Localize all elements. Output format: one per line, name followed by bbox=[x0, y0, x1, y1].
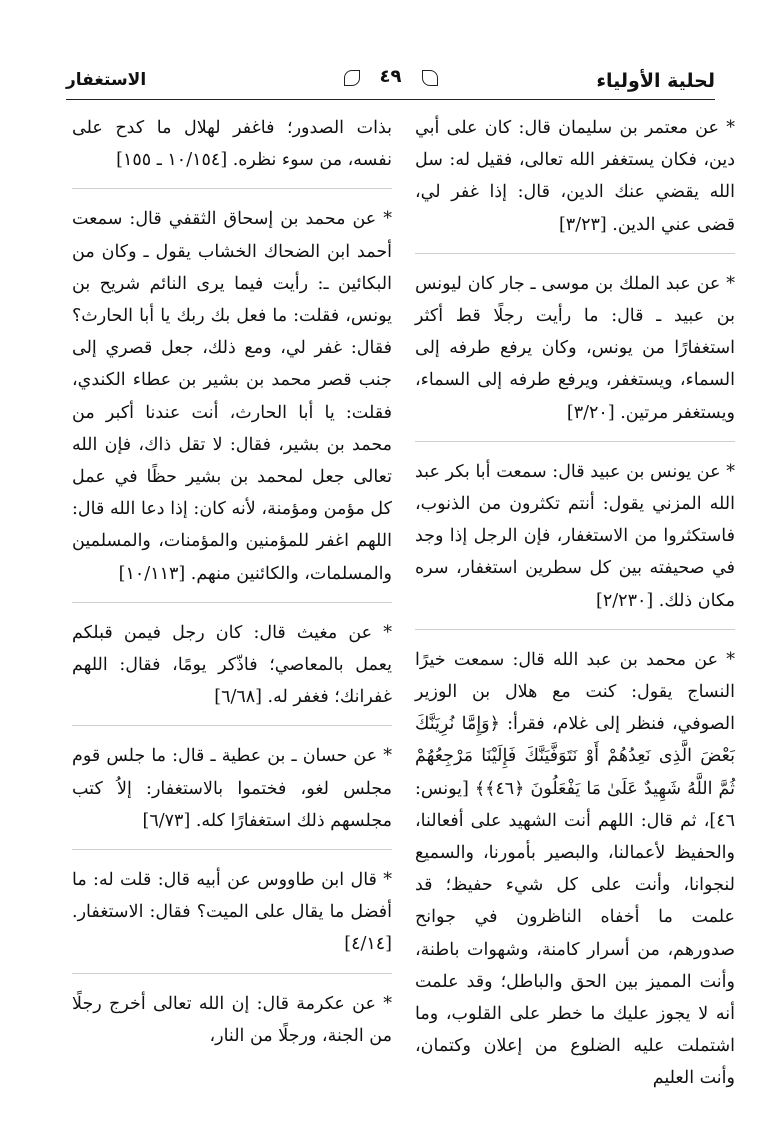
narration-entry bbox=[415, 268, 735, 442]
running-header bbox=[66, 62, 715, 98]
narration-entry bbox=[415, 112, 735, 254]
book-title: لحلية الأولياء bbox=[596, 70, 715, 92]
ornament-left-icon bbox=[344, 70, 360, 86]
narration-text: بذات الصدور؛ فاغفر لهلال ما كدح على نفسه، من سوء نظره. [١٠/١٥٤ ـ ١٥٥] bbox=[72, 118, 392, 171]
narration-text: * قال ابن طاووس عن أبيه قال: قلت له: ما أفضل ما يقال على الميت؟ فقال: الاستغفار. [٤/١٤] bbox=[72, 870, 392, 955]
narration-text: * عن مغيث قال: كان رجل فيمن قبلكم يعمل بالمعاصي؛ فاذّكر يومًا، فقال: اللهم غفرانك؛ فغفر له. [٦/٦٨] bbox=[72, 622, 392, 708]
page-number-box bbox=[356, 62, 426, 92]
narration-text: * عن عبد الملك بن موسى ـ جار كان ليونس بن عبيد ـ قال: ما رأيت رجلًا قط أكثر استغفارًا من يونس، وكان يرفع طرفه إلى السماء، ويستغفر، ويرفع طرفه إلى السماء، ويستغفر مرتين. [٣/٢٠] bbox=[415, 273, 735, 423]
page-number: ٤٩ bbox=[379, 66, 402, 87]
right-column bbox=[415, 112, 735, 1127]
narration-entry bbox=[72, 617, 392, 727]
narration-entry bbox=[72, 988, 392, 1052]
header-divider bbox=[66, 99, 715, 100]
narration-text: * عن معتمر بن سليمان قال: كان على أبي دين، فكان يستغفر الله تعالى، فقيل له: سل الله يقضي عنك الدين، قال: إذا غفر لي، قضى عني الدين. [٣/٢٣] bbox=[415, 118, 735, 235]
narration-entry bbox=[415, 456, 735, 630]
narration-text: * عن عكرمة قال: إن الله تعالى أخرج رجلًا من الجنة، ورجلًا من النار، bbox=[72, 993, 392, 1046]
narration-entry bbox=[72, 203, 392, 602]
narration-entry bbox=[72, 740, 392, 850]
narration-text: * عن محمد بن إسحاق الثقفي قال: سمعت أحمد ابن الضحاك الخشاب يقول ـ وكان من البكائين ـ: رأيت فيما يرى النائم شريح بن يونس، فقلت: ما فعل بك ربك يا أبا الحارث؟ فقال: غفر لي، ومع ذلك، جعل قصري إلى جنب قصر محمد بن بشير بن عطاء الكندي، فقلت: يا أبا الحارث، أنت عندنا أكبر من محمد بن بشير، فقال: لا تقل ذاك، فإن الله تعالى جعل لمحمد بن بشير حظًا في عمل كل مؤمن ومؤمنة، لأنه كان: إذا دعا الله قال: اللهم اغفر للمؤمنين والمؤمنات، والمسلمين والمسلمات، والكائنين منهم. [١٠/١١٣] bbox=[72, 209, 392, 584]
narration-entry bbox=[72, 864, 392, 974]
narration-entry bbox=[415, 644, 735, 1095]
left-column bbox=[72, 112, 392, 1127]
chapter-title: الاستغفار bbox=[66, 70, 147, 90]
narration-text: * عن محمد بن عبد الله قال: سمعت خيرًا النساج يقول: كنت مع هلال بن الوزير الصوفي، فنظر إلى غلام، فقرأ: ﴿وَإِمَّا نُرِيَنَّكَ بَعْضَ الَّذِى نَعِدُهُمْ أَوْ نَتَوَفَّيَنَّكَ فَإِلَيْنَا مَرْجِعُهُمْ ثُمَّ اللَّهُ شَهِيدٌ عَلَىٰ مَا يَفْعَلُونَ ﴿٤٦﴾﴾ [يونس: ٤٦]، ثم قال: اللهم أنت الشهيد على أفعالنا، والحفيظ لأعمالنا، والبصير بأمورنا، والسميع لنجوانا، وأنت على كل شيء حفيظ؛ قد علمت ما أخفاه الناظرون في جوانح صدورهم، من أسرار كامنة، وشهوات باطنة، وأنت المميز بين الحق والباطل؛ وقد علمت أنه لا يجوز عليك ما خطر على القلوب، وما اشتملت عليه الضلوع من إعلان وكتمان، وأنت العليم bbox=[415, 649, 736, 1089]
narration-text: * عن حسان ـ بن عطية ـ قال: ما جلس قوم مجلس لغو، فختموا بالاستغفار: إلاُ كتب مجلسهم ذلك استغفارًا كله. [٦/٧٣] bbox=[72, 746, 392, 831]
narration-entry bbox=[72, 112, 392, 189]
narration-text: * عن يونس بن عبيد قال: سمعت أبا بكر عبد الله المزني يقول: أنتم تكثرون من الذنوب، فاستكثروا من الاستغفار، فإن الرجل إذا وجد في صحيفته بين كل سطرين استغفار، سره مكان ذلك. [٢/٢٣٠] bbox=[415, 461, 735, 611]
ornament-right-icon bbox=[422, 70, 438, 86]
